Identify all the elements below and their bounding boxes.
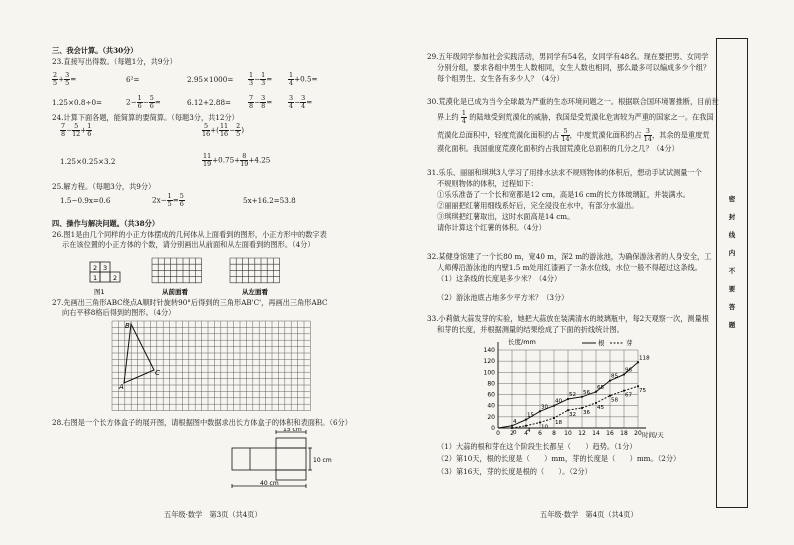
x-tick-label: 10 [564, 430, 572, 437]
triangle-abc [124, 324, 154, 383]
data-label: 85 [611, 373, 619, 380]
q23-item: $\frac{1}{4}$ +0.5= [289, 71, 318, 87]
data-label: 36 [583, 409, 591, 416]
data-label: 56 [583, 389, 591, 396]
y-tick-label: 100 [483, 369, 495, 377]
data-point [581, 396, 583, 398]
data-label: 0 [513, 430, 517, 436]
y-tick-label: 120 [483, 358, 495, 366]
y-tick-label: 60 [487, 391, 495, 399]
q26-cell-value: 2 [113, 274, 118, 282]
q26-caption-fig1: 图1 [94, 288, 105, 296]
chart-xlabel: 时间/天 [642, 431, 664, 439]
q32-sub: （1）这条线的长度是多少米？（4分） [437, 274, 562, 283]
legend-sprout-label: 芽 [626, 339, 633, 347]
data-label: 40 [555, 398, 563, 405]
data-point [511, 425, 513, 427]
chart-ylabel: 长度/mm [508, 338, 536, 346]
q26-text: 示在该位置的小正方体的个数，请分别画出从前面和从左面看到的图形。（4分） [62, 240, 315, 249]
binding-char: 封 [728, 213, 736, 221]
x-tick-label: 8 [552, 430, 556, 437]
x-tick-label: 14 [592, 430, 600, 437]
q26-left-grid[interactable] [230, 258, 280, 283]
data-label: 52 [569, 392, 577, 399]
data-point [567, 409, 569, 411]
data-point [511, 427, 513, 429]
point-c-label: C [155, 369, 160, 377]
q23-item: 2− $\frac{1}{6}$ − $\frac{5}{6}$ = [126, 94, 161, 110]
q30-text: 荒漠化总面积中，轻度荒漠化面积约占 $\frac{5}{14}$ ，中度荒漠化面积约占 $\frac{3}{14}$ ，其余的是重度荒 [437, 127, 710, 143]
q26-caption-front: 从前面看 [162, 288, 188, 296]
q26-cell-value: 2 [93, 264, 98, 272]
data-point [567, 398, 569, 400]
q30-text: 漠化面积。我国重度荒漠化面积约占我国荒漠化总面积的几分之几？（4分） [437, 144, 679, 153]
q29-text: 每个组男生、女生各有多少人？（4分） [437, 74, 564, 83]
right-page-footer: 五年级·数学 第4页（共4页） [540, 510, 638, 519]
q33-sub: （2）第10天，根的长度是（ ）mm，芽的长度是（ ）mm。（2分） [437, 454, 681, 463]
data-label: 4 [513, 418, 517, 425]
x-tick-label: 20 [634, 430, 642, 437]
data-point [595, 391, 597, 393]
x-tick-label: 2 [510, 430, 514, 437]
data-point [637, 385, 639, 387]
data-label: 18 [555, 419, 563, 426]
q31-text: 不规则物体的体积，过程如下： [437, 179, 538, 188]
q26-cell-value: 3 [103, 264, 108, 272]
q27-grid[interactable] [110, 319, 320, 415]
q28-text: 28.右图是一个长方体盒子的展开图，请根据图中数据求出长方体盒子的体积和表面积。（6分） [52, 418, 352, 427]
x-tick-label: 16 [606, 430, 614, 437]
data-point [553, 405, 555, 407]
q23-item: 6.12+2.88= [187, 98, 232, 107]
binding-char: 线 [728, 231, 736, 239]
q33-text: 33.小莉做大蒜发芽的实验，她把大蒜放在装满清水的玻璃瓶中，每2天观察一次，测量根 [427, 314, 709, 323]
q26-front-grid[interactable] [152, 258, 202, 283]
left-page-footer: 五年级·数学 第3页（共4页） [164, 510, 262, 519]
data-point [539, 410, 541, 412]
q23-item: $\frac{2}{5}$ + $\frac{3}{5}$ = [53, 71, 77, 87]
y-tick-label: 80 [487, 380, 495, 388]
q24-item: 1.25×0.25×3.2 [60, 157, 116, 166]
q23-item: $\frac{7}{8}$ − $\frac{3}{8}$ = [249, 94, 273, 110]
q25-eq: 5x+16.2=53.8 [243, 196, 296, 205]
q23-item: 2.95×1000= [187, 75, 234, 84]
q26-figures [88, 256, 328, 298]
data-point [553, 417, 555, 419]
q24-item: $\frac{11}{19}$ +0.75+ $\frac{8}{19}$ +4.25 [203, 152, 271, 168]
q33-sub: （3）第16天，芽的长度是根的（ ）。（2分） [437, 467, 592, 476]
binding-char: 不 [728, 267, 736, 275]
q27-text: 27.先画出三角形ABC绕点A顺时针旋转90°后得到的三角形AB'C'，再画出三角形ABC [52, 298, 328, 307]
data-point [525, 419, 527, 421]
q23-item: $\frac{1}{3}$ − $\frac{1}{3}$ = [249, 71, 273, 87]
chart-legend [582, 338, 633, 347]
q33-text: 和芽的长度，并根据测量的结果绘成了下面的折线统计图。 [437, 325, 624, 334]
x-tick-label: 0 [496, 430, 500, 437]
binding-char: 题 [728, 321, 736, 329]
q25-title: 25.解方程。（每题3分，共9分） [52, 182, 156, 191]
q24-item: $\frac{5}{16}$ +( $\frac{11}{16}$ − $\frac{2}{5}$ ) [202, 122, 245, 138]
data-point [595, 402, 597, 404]
q28-net [228, 428, 338, 490]
q32-text: 32.某健身馆建了一个长80 m，宽40 m，深2 m的游泳池，为确保游泳者的人身安全，工 [427, 252, 712, 261]
q31-step: ①乐乐准备了一个长和宽都是12 cm，高是16 cm的长方体玻璃缸，并装满水。 [437, 190, 690, 199]
q23-item: 1.25×0.8÷0= [52, 98, 103, 107]
binding-char: 要 [728, 285, 736, 293]
legend-root-label: 根 [598, 339, 605, 347]
q32-text: 人师傅沿游泳池的内壁1.5 m处用红漆画了一条水位线，水位一般不得超过这条线。 [437, 263, 702, 272]
data-label: 118 [639, 355, 650, 362]
data-label: 75 [639, 388, 647, 395]
data-point [637, 361, 639, 363]
data-point [539, 421, 541, 423]
data-point [581, 407, 583, 409]
q31-step: ②丽丽把红薯用细线系好后，完全浸没在水中，有部分水溢出。 [437, 201, 639, 210]
data-label: 96 [625, 367, 633, 374]
data-point [609, 395, 611, 397]
q23-item: $\frac{3}{4}$ − $\frac{3}{4}$ = [289, 94, 313, 110]
binding-char: 答 [728, 303, 736, 311]
point-a-label: A [119, 383, 124, 391]
binding-char: 内 [728, 249, 736, 257]
data-label: 67 [625, 392, 633, 399]
q30-text: 界上约 $\frac{1}{4}$ 的陆地受到荒漠化的威胁，我国是受荒漠化危害较为严重的国家之一。在我国 [437, 109, 714, 125]
data-label: 10 [541, 424, 549, 431]
q24-title: 24.计算下面各题，能简算的要简算。（每题3分，共12分） [52, 113, 239, 122]
q31-text: 31.乐乐、丽丽和琪琪3人学习了用排水法求不规则物体的体积后，想动手试试测量一个 [427, 168, 702, 177]
data-label: 30 [541, 404, 549, 411]
q25-eq: 1.5−0.9x=0.6 [60, 196, 111, 205]
q28-dim-length: 40 cm [260, 480, 279, 487]
x-tick-label: 12 [578, 430, 586, 437]
binding-char: 密 [728, 195, 736, 203]
x-tick-label: 4 [524, 430, 528, 437]
x-tick-label: 18 [620, 430, 628, 437]
q28-dim-width: 15 cm [283, 428, 302, 433]
data-label: 58 [611, 397, 619, 404]
q24-item: $\frac{7}{8}$ − $\frac{5}{12}$ + $\frac{1}{6}$ [61, 122, 92, 138]
q26-cell-value: 1 [93, 274, 98, 282]
section4-title: 四、操作与解决问题。（共38分） [52, 219, 160, 228]
data-label: 45 [597, 404, 605, 411]
data-label: 4 [527, 427, 531, 434]
garlic-growth-chart [470, 334, 670, 442]
data-label: 65 [597, 384, 605, 391]
q29-text: 分别分组，要求各组中男生人数相同，女生人数也相同，那么最多可以编成多少个组？ [437, 63, 711, 72]
q23-title: 23.直接写出得数。（每题1分，共9分） [52, 57, 177, 66]
y-tick-label: 20 [487, 413, 495, 421]
y-tick-label: 0 [491, 425, 495, 432]
q28-dim-height: 10 cm [313, 457, 332, 464]
data-point [525, 425, 527, 427]
q32-sub: （2）游泳池底占地多少平方米？（3分） [437, 293, 569, 302]
q31-step: 请你计算这个红薯的体积。（4分） [437, 223, 546, 232]
q26-text: 26.图1是由几个同样的小正方体摆成的几何体从上面看到的图形，小正方形中的数字表 [52, 230, 327, 239]
data-point [623, 390, 625, 392]
data-point [623, 373, 625, 375]
section3-title: 三、我会计算。（共30分） [52, 46, 138, 55]
data-point [609, 380, 611, 382]
q25-eq: 2x− $\frac{1}{5}$ = $\frac{5}{6}$ [152, 192, 184, 208]
y-tick-label: 140 [483, 347, 495, 354]
x-tick-label: 6 [538, 430, 542, 437]
data-label: 32 [569, 412, 577, 419]
y-tick-label: 40 [487, 402, 495, 410]
data-label: 15 [527, 412, 535, 419]
q30-text: 30.荒漠化是已成为当今全球最为严重的生态环境问题之一。根据联合国环境署推断，目前世 [427, 97, 719, 106]
q27-text: 向右平移8格后得到的图形。（4分） [62, 308, 176, 317]
q29-text: 29.五年级同学参加社会实践活动，男同学有54名，女同学有48名。现在要把男、女同学 [427, 52, 709, 61]
q33-sub: （1）大蒜的根和芽在这个阶段生长都呈（ ）趋势。（1分） [437, 442, 637, 451]
q26-caption-left: 从左面看 [242, 288, 268, 296]
q23-item: 6²= [126, 75, 140, 84]
q31-step: ③琪琪把红薯取出，这时水面高是14 cm。 [437, 212, 575, 221]
point-b-label: B [125, 322, 130, 330]
